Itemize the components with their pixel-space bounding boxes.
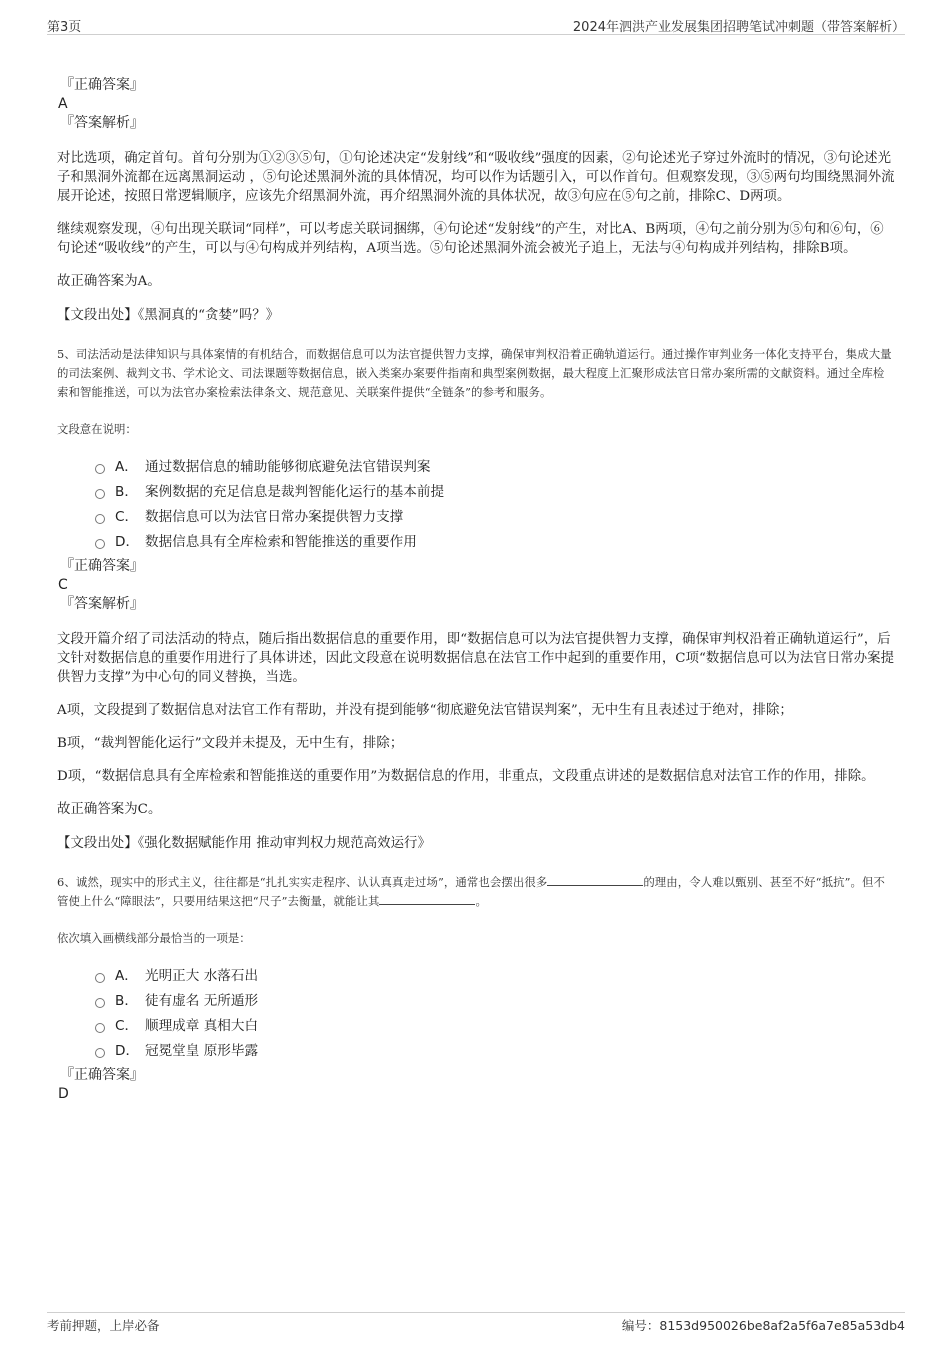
option-key: C． xyxy=(115,1018,139,1034)
fill-blank-1 xyxy=(547,873,643,886)
analysis-label: 『答案解析』 xyxy=(60,596,144,612)
option-key: A． xyxy=(115,459,138,475)
option-key: A． xyxy=(115,968,138,984)
option-list xyxy=(95,964,895,1064)
analysis-label: 『答案解析』 xyxy=(60,115,144,131)
option-key: B． xyxy=(115,993,138,1009)
option-d[interactable] xyxy=(95,530,895,555)
fill-blank-2 xyxy=(379,892,475,905)
option-text: 通过数据信息的辅助能够彻底避免法官错误判案 xyxy=(145,459,431,475)
analysis-paragraph: D项，“数据信息具有全库检索和智能推送的重要作用”为数据信息的作用，非重点，文段重点讲述的是数据信息对法官工作的作用，排除。 xyxy=(57,769,875,784)
option-a[interactable] xyxy=(95,455,895,480)
footer-slogan: 考前押题，上岸必备 xyxy=(47,1318,160,1333)
option-list xyxy=(95,455,895,555)
radio-icon[interactable] xyxy=(95,973,105,983)
radio-icon[interactable] xyxy=(95,514,105,524)
analysis-paragraph: 故正确答案为C。 xyxy=(57,802,162,817)
analysis-paragraph: B项，“裁判智能化运行”文段并未提及，无中生有，排除； xyxy=(57,736,404,751)
radio-icon[interactable] xyxy=(95,1048,105,1058)
radio-icon[interactable] xyxy=(95,464,105,474)
stem-text: 。 xyxy=(475,894,487,908)
analysis-paragraph: 对比选项，确定首句。首句分别为①②③⑤句，①句论述决定“发射线”和“吸收线”强度的因素，②句论述光子穿过外流时的情况，③句论述光子和黑洞外流都在远离黑洞运动 ，⑤句论述黑洞外流的具体情况，均可以作为话题引入，可以作首句。但观察发现，③⑤两句均围绕黑洞外流展开论述，按照日常逻辑顺序，应该先介绍黑洞外流，再介绍黑洞外流的具体状况，故③句应在⑤句之前，排除C、D两项。 xyxy=(57,151,895,204)
option-c[interactable] xyxy=(95,1014,895,1039)
document-title: 2024年泗洪产业发展集团招聘笔试冲刺题（带答案解析） xyxy=(572,20,905,35)
page-content xyxy=(57,76,895,1104)
radio-icon[interactable] xyxy=(95,998,105,1008)
correct-answer-label: 『正确答案』 xyxy=(60,558,144,574)
page-header xyxy=(47,14,905,35)
option-text: 案例数据的充足信息是裁判智能化运行的基本前提 xyxy=(145,484,445,500)
question-stem xyxy=(57,873,895,911)
page-number: 第3页 xyxy=(47,20,82,35)
option-key: C． xyxy=(115,509,139,525)
option-d[interactable] xyxy=(95,1039,895,1064)
option-a[interactable] xyxy=(95,964,895,989)
option-text: 数据信息可以为法官日常办案提供智力支撑 xyxy=(145,509,404,525)
option-text: 徒有虚名 无所遁形 xyxy=(145,993,259,1009)
question-stem: 5、司法活动是法律知识与具体案情的有机结合，而数据信息可以为法官提供智力支撑，确保审判权沿着正确轨道运行。通过操作审判业务一体化支持平台，集成大量的司法案例、裁判文书、学术论文、司法课题等数据信息，嵌入类案办案要件指南和典型案例数据，最大程度上汇聚形成法官日常办案所需的文献资料。通过全库检索和智能推送，可以为法官办案检索法律条文、规范意见、关联案件提供“全链条”的参考和服务。 xyxy=(57,347,892,399)
option-text: 光明正大 水落石出 xyxy=(145,968,259,984)
radio-icon[interactable] xyxy=(95,539,105,549)
option-key: D． xyxy=(115,534,140,550)
stem-text: 的理由，令人难以甄别、甚至不好“抵抗”。但不管使上什么“障眼法”，只要用结果这把“尺子”去衡量，就能让其 xyxy=(57,875,885,908)
correct-answer-value: A xyxy=(58,96,68,112)
correct-answer-label: 『正确答案』 xyxy=(60,1067,144,1083)
correct-answer-label: 『正确答案』 xyxy=(60,77,144,93)
option-text: 数据信息具有全库检索和智能推送的重要作用 xyxy=(145,534,417,550)
correct-answer-value: C xyxy=(58,577,68,593)
option-key: B． xyxy=(115,484,138,500)
analysis-paragraph: 故正确答案为A。 xyxy=(57,274,161,289)
option-key: D． xyxy=(115,1043,140,1059)
correct-answer-value: D xyxy=(58,1086,69,1102)
question-prompt: 文段意在说明： xyxy=(57,422,137,436)
page-footer xyxy=(47,1312,905,1333)
option-b[interactable] xyxy=(95,480,895,505)
analysis-paragraph: A项，文段提到了数据信息对法官工作有帮助，并没有提到能够“彻底避免法官错误判案”，无中生有且表述过于绝对，排除； xyxy=(57,703,793,718)
analysis-paragraph: 继续观察发现，④句出现关联词“同样”，可以考虑关联词捆绑，④句论述“发射线”的产生，对比A、B两项，④句之前分别为⑤句和⑥句，⑥句论述“吸收线”的产生，可以与④句构成并列结构，A项当选。⑤句论述黑洞外流会被光子追上，无法与④句构成并列结构，排除B项。 xyxy=(57,222,884,256)
source-citation: 【文段出处】《黑洞真的“贪婪”吗？》 xyxy=(57,308,280,323)
option-text: 顺理成章 真相大白 xyxy=(145,1018,259,1034)
document-id: 编号：8153d950026be8af2a5f6a7e85a53db4 xyxy=(621,1318,905,1333)
stem-text: 6、诚然，现实中的形式主义，往往都是“扎扎实实走程序、认认真真走过场”，通常也会摆出很多 xyxy=(57,875,548,889)
option-text: 冠冕堂皇 原形毕露 xyxy=(145,1043,259,1059)
radio-icon[interactable] xyxy=(95,1023,105,1033)
radio-icon[interactable] xyxy=(95,489,105,499)
analysis-paragraph: 文段开篇介绍了司法活动的特点，随后指出数据信息的重要作用，即“数据信息可以为法官提供智力支撑，确保审判权沿着正确轨道运行”，后文针对数据信息的重要作用进行了具体讲述，因此文段意在说明数据信息在法官工作中起到的重要作用，C项“数据信息可以为法官日常办案提供智力支撑”为中心句的同义替换，当选。 xyxy=(57,632,895,685)
question-prompt: 依次填入画横线部分最恰当的一项是： xyxy=(57,931,251,945)
option-c[interactable] xyxy=(95,505,895,530)
source-citation: 【文段出处】《强化数据赋能作用 推动审判权力规范高效运行》 xyxy=(57,836,431,851)
option-b[interactable] xyxy=(95,989,895,1014)
